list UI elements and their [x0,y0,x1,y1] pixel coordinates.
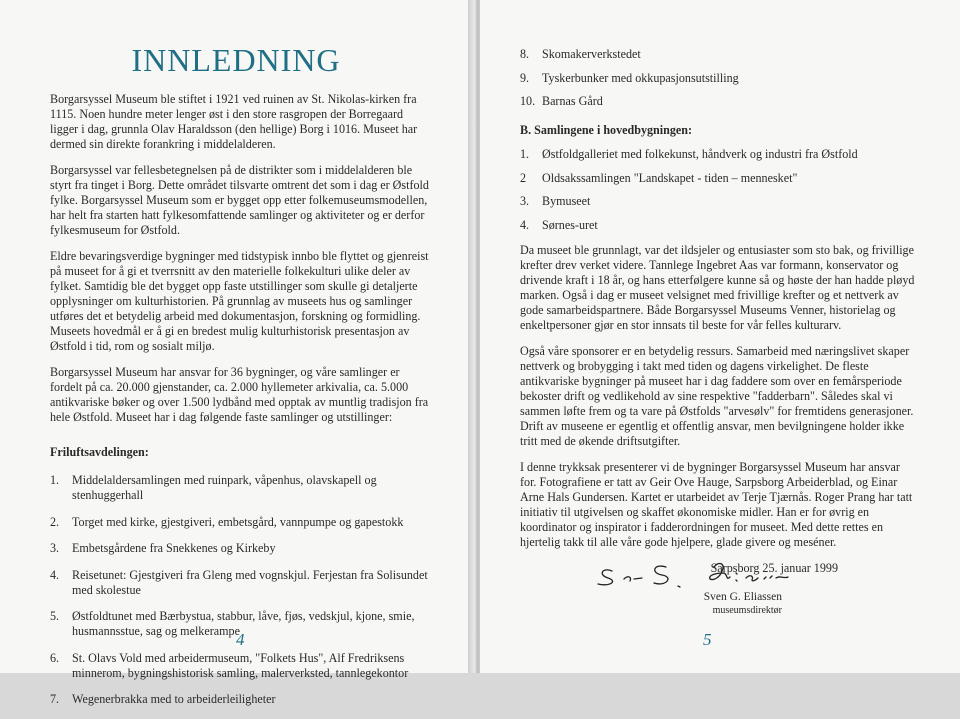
list-item [50,515,430,530]
handwritten-signature [590,553,830,593]
item-text: Middelaldersamlingen med ruinpark, våpenhus, olavskapell og stenhuggerhall [72,473,377,502]
item-text: Torget med kirke, gjestgiveri, embetsgård, vannpumpe og gapestokk [72,514,404,529]
list-item [50,473,430,503]
item-text: Tyskerbunker med okkupasjonsutstilling [542,70,739,85]
intro-paragraph-4: Borgarsyssel Museum har ansvar for 36 bygninger, og våre samlinger er fordelt på ca. 20.000 gjenstander, ca. 2.000 hyllemeter arkivalia, ca. 5.000 antikvariske bøker og over 1.500 lydbånd med opptak av muntlig tradisjon fra hele Østfold. Museet har i dag følgende faste samlinger og utstillinger: [50,365,429,424]
list-item [50,541,430,556]
intro-paragraph-1: Borgarsyssel Museum ble stiftet i 1921 ved ruinen av St. Nikolas-kirken fra 1115. Noen hundre meter lenger øst i den store rasgropen der Borregaard ligger i dag, grunnla Olav Haraldsson (den hellige) Borg i 1016. Museet har dermed sin direkte forankring i middelalderen. [50,92,418,151]
list-item [520,218,915,233]
section-b-heading: B. Samlingene i hovedbygningen: [520,123,693,137]
right-page [480,0,960,673]
right-text-column [520,47,915,576]
list-item [520,47,915,62]
list-item [50,568,430,598]
item-number: 3. [520,194,530,208]
list-item [520,171,915,186]
item-text: Embetsgårdene fra Snekkenes og Kirkeby [72,541,276,555]
item-number: 8. [520,47,530,61]
body-paragraph-3: I denne trykksak presenterer vi de bygninger Borgarsyssel Museum har ansvar for. Fotografiene er tatt av Geir Ove Hauge, Sarpsborg Arbeiderblad, og Einar Arne Hals Gundersen. Kartet er utarbeidet av Terje Tjærnås. Roger Prang har tatt initiativ til utgivelsen og skaffet økonomiske midler. Han er for øvrig en koordinator og inspirator i fadderordningen for museet. Med dette rettes en hjertelig takk til alle våre gode hjelpere, glade givere og meséner. [520,459,913,549]
page-number: 5 [703,630,712,649]
item-number: 2. [50,514,60,529]
item-text: Barnas Gård [542,94,603,108]
outdoor-collection-list [50,473,430,707]
item-number: 4. [50,567,60,582]
left-text-column [50,92,430,719]
item-text: Bymuseet [542,194,591,208]
item-number: 1. [50,473,60,487]
list-item [520,194,915,209]
signature-block [480,590,960,618]
item-number: 7. [50,692,60,706]
item-text: Østfoldtunet med Bærbystua, stabbur, låve, fjøs, vedskjul, kjone, smie, husmannsstue, sag og melkerampe [72,609,415,638]
item-number: 1. [520,147,530,161]
page-heading: INNLEDNING [131,42,341,78]
item-number: 5. [50,609,60,623]
item-text: Wegenerbrakka med to arbeiderleiligheter [72,692,276,706]
main-building-collection-list [520,147,915,233]
section-subheading: Friluftsavdelingen: [50,445,149,459]
item-text: Østfoldgalleriet med folkekunst, håndverk og industri fra Østfold [542,147,858,161]
signatory-title: museumsdirektør [712,605,782,616]
item-number: 9. [520,70,530,85]
list-item [50,692,430,707]
list-item [520,71,915,86]
body-paragraph-1: Da museet ble grunnlagt, var det ildsjeler og entusiaster som sto bak, og frivillige krefter drev verket videre. Tannlege Ingebret Aas var formann, konservator og drivende kraft i 18 år, og hans etterfølgere kunne så og høste der han hadde pløyd marken. Også i dag er museet velsignet med frivillige krefter og et nettverk av gode samarbeidspartnere. Både Borgarsyssel Museums Venner, historielag og enkeltpersoner gjør en stor innsats til beste for vår felles kulturarv. [520,242,915,332]
item-number: 2 [520,170,527,185]
item-number: 4. [520,217,530,232]
list-item [520,94,915,109]
intro-paragraph-3: Eldre bevaringsverdige bygninger med tidstypisk innbo ble flyttet og gjenreist på museet for å gi et tverrsnitt av den materielle folkekulturi ulike deler av fylket. Samtidig ble det bygget opp faste utstillinger som skulle gi detaljerte opplysninger om kulturhistorien. På grunnlag av museets hus og samlinger utføres det et betydelig arbeid med dokumentasjon, forskning og formidling. Museets hovedmål er å gi en bredest mulig kulturhistorisk presentasjon av Østfold i tid, rom og sosialt miljø. [50,249,429,353]
item-number: 10. [520,94,536,108]
list-item [520,147,915,162]
item-text: Sørnes-uret [542,217,598,232]
list-item [50,651,430,681]
page-number: 4 [236,630,245,649]
signature-date: Sarpsborg 25. januar 1999 [710,560,838,575]
item-text: Skomakerverkstedet [542,47,641,61]
item-number: 3. [50,541,60,555]
item-text: St. Olavs Vold med arbeidermuseum, "Folkets Hus", Alf Fredriksens minnerom, bygningshistorisk samling, malerverksted, tannlegekontor [72,650,409,680]
item-number: 6. [50,650,60,665]
signatory-name: Sven G. Eliassen [703,591,782,603]
outdoor-collection-list-continued [520,47,915,109]
item-text: Reisetunet: Gjestgiveri fra Gleng med vognskjul. Ferjestan fra Solisundet med skolestue [72,567,428,597]
left-page [0,0,472,706]
body-paragraph-2: Også våre sponsorer er en betydelig ressurs. Samarbeid med næringslivet skaper nettverk og brobygging i takt med tiden og dagens virkelighet. De fleste antikvariske bygninger på museet har i dag faddere som over en femårsperiode bekoster drift og vedlikehold av sine respektive "fadderbarn". Således skal vi sammen løfte frem og ta vare på Østfolds "arvesølv" for fremtidens generasjoner. Drift av museene er egentlig et offentlig ansvar, men bevilgningene holder ikke tritt med de økende driftsutgifter. [520,343,914,448]
item-text: Oldsakssamlingen "Landskapet - tiden – mennesket" [542,170,798,185]
intro-paragraph-2: Borgarsyssel var fellesbetegnelsen på de distrikter som i middelalderen ble styrt fra tinget i Borg. Dette området tilsvarte omtrent det som i dag er Østfold fylke. Borgarsyssel Museum som er bygget opp etter folkemuseumsmodellen, har helt fra starten hatt fylkesomfattende samlinger og aktiviteter og er derfor fylkesmuseum for Østfold. [50,163,429,237]
